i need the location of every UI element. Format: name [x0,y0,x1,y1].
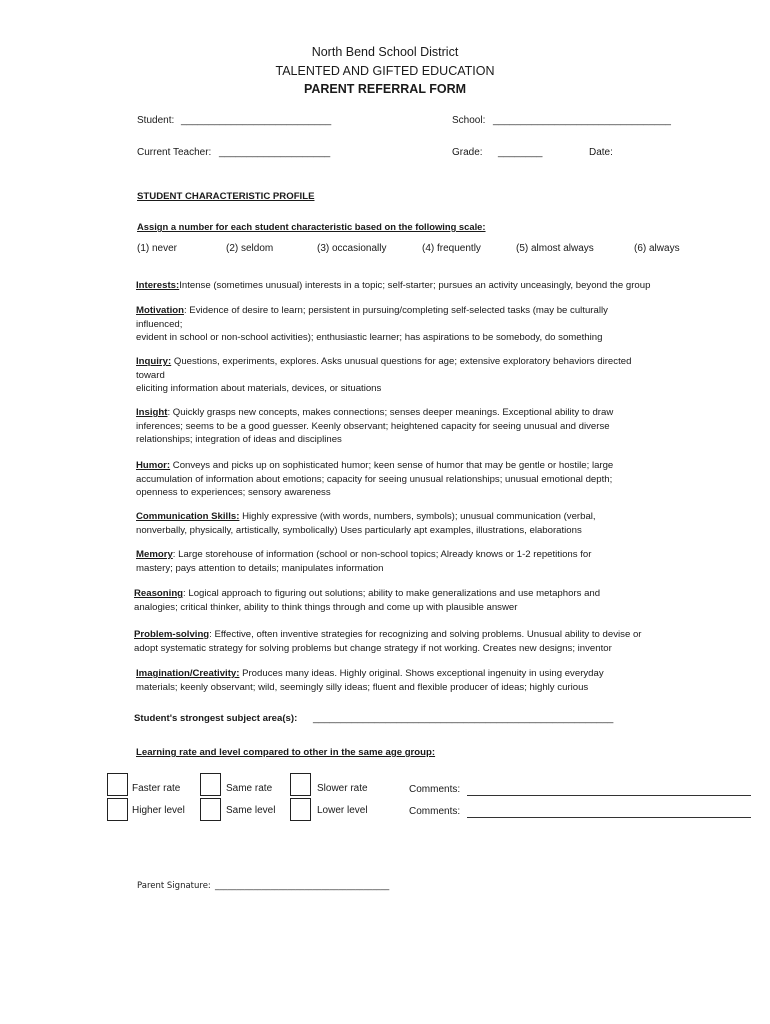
lower-level-label: Lower level [317,805,368,816]
comments-label: Comments: [409,806,461,817]
trait-text: Questions, experiments, explores. Asks unusual questions for age; extensive exploratory behaviors directed [171,356,632,367]
scale-option: (4) frequently [422,243,481,254]
same-level-checkbox[interactable] [200,798,221,821]
comments-label: Comments: [409,784,461,795]
scale-option: (5) almost always [516,243,594,254]
trait-text: nonverbally, physically, artistically, symbolically) Uses particularly apt examples, illustrations, elaborations [136,524,582,536]
same-level-label: Same level [226,805,276,816]
trait-name: Insight [136,407,168,418]
scale-option: (6) always [634,243,680,254]
trait-text: Conveys and picks up on sophisticated humor; keen sense of humor that may be gentle or hostile; large [170,460,614,471]
trait-text: eliciting information about materials, devices, or situations [136,383,382,394]
comments-field[interactable] [467,817,751,818]
lower-level-checkbox[interactable] [290,798,311,821]
characteristic-motivation [136,304,684,345]
characteristic-interests [136,279,696,293]
grade-field[interactable]: ________ [498,147,543,158]
characteristic-imagination [136,667,684,694]
trait-text: accumulation of information about emotions; capacity for seeing unusual relationships; unusual emotional depth; [136,473,613,485]
comments-field[interactable] [467,795,751,796]
learning-heading: Learning rate and level compared to other in the same age group: [136,747,436,758]
higher-level-label: Higher level [132,805,185,816]
signature-label: Parent Signature: [137,881,211,891]
faster-rate-checkbox[interactable] [107,773,128,796]
trait-name: Humor: [136,460,171,471]
district-name: North Bend School District [311,45,459,59]
trait-text: evident in school or non-school activities); enthusiastic learner; has aspirations to be somebody, do something [136,332,603,343]
trait-text: : Logical approach to figuring out solutions; ability to make generalizations and use metaphors and [183,588,601,599]
trait-text: mastery; pays attention to details; manipulates information [136,562,384,574]
characteristic-humor [136,459,684,500]
trait-text: openness to experiences; sensory awareness [136,487,331,498]
trait-text: Intense (sometimes unusual) interests in a topic; self-starter; pursues an activity unceasingly, beyond the group [179,280,651,291]
characteristic-inquiry [136,355,684,396]
trait-text: adopt systematic strategy for solving problems but change strategy if not working. Creates new designs; inventor [134,642,612,654]
trait-text: materials; keenly observant; wild, seemingly silly ideas; fluent and flexible producer of ideas; highly curious [136,681,589,693]
characteristic-reasoning [134,587,682,614]
faster-rate-label: Faster rate [132,783,181,794]
trait-name: Memory [136,549,173,560]
form-title: PARENT REFERRAL FORM [303,82,467,96]
trait-name: Reasoning [134,588,184,599]
slower-rate-label: Slower rate [317,783,368,794]
trait-text: Produces many ideas. Highly original. Shows exceptional ingenuity in using everyday [239,668,604,679]
slower-rate-checkbox[interactable] [290,773,311,796]
trait-text: : Evidence of desire to learn; persistent in pursuing/completing self-selected tasks (may be culturally [183,305,608,316]
trait-text: : Effective, often inventive strategies for recognizing and solving problems. Unusual ability to devise or [209,629,642,640]
characteristic-communication [136,510,684,537]
trait-text: influenced; [136,318,183,330]
school-field[interactable]: ________________________________ [493,115,671,126]
trait-name: Problem-solving [134,629,210,640]
higher-level-checkbox[interactable] [107,798,128,821]
trait-name: Inquiry: [136,356,172,367]
teacher-field[interactable]: ____________________ [219,147,331,158]
trait-name: Interests: [136,280,180,291]
student-field[interactable]: ___________________________ [181,115,332,126]
trait-text: relationships; integration of ideas and disciplines [136,434,342,445]
trait-name: Motivation [136,305,184,316]
same-rate-label: Same rate [226,783,273,794]
scale-option: (3) occasionally [317,243,387,254]
trait-name: Imagination/Creativity: [136,668,240,679]
scale-instruction: Assign a number for each student characteristic based on the following scale: [137,221,486,232]
trait-text: : Large storehouse of information (school or non-school topics; Already knows or 1-2 repetitions for [172,549,592,560]
scale-option: (2) seldom [226,243,274,254]
trait-text: : Quickly grasps new concepts, makes connections; senses deeper meanings. Exceptional ability to draw [167,407,614,418]
grade-label: Grade: [452,147,483,158]
subject-label: Student's strongest subject area(s): [134,713,298,724]
characteristic-insight [136,406,684,447]
profile-heading: STUDENT CHARACTERISTIC PROFILE [137,191,315,202]
signature-field[interactable]: _________________________________________ [215,881,390,891]
date-label: Date: [589,147,613,158]
trait-text: toward [136,369,165,381]
trait-name: Communication Skills: [136,511,240,522]
trait-text: analogies; critical thinker, ability to think things through and come up with plausible answer [134,601,518,613]
trait-text: Highly expressive (with words, numbers, symbols); unusual communication (verbal, [239,511,596,522]
teacher-label: Current Teacher: [137,147,212,158]
school-label: School: [452,115,486,126]
subject-field[interactable]: ______________________________________________________ [313,713,614,724]
same-rate-checkbox[interactable] [200,773,221,796]
student-label: Student: [137,115,175,126]
characteristic-problem-solving [134,628,694,655]
characteristic-memory [136,548,684,575]
scale-option: (1) never [137,243,178,254]
trait-text: inferences; seems to be a good guesser. Keenly observant; heightened capacity for seeing unusual and diverse [136,420,610,432]
program-name: TALENTED AND GIFTED EDUCATION [275,64,495,78]
